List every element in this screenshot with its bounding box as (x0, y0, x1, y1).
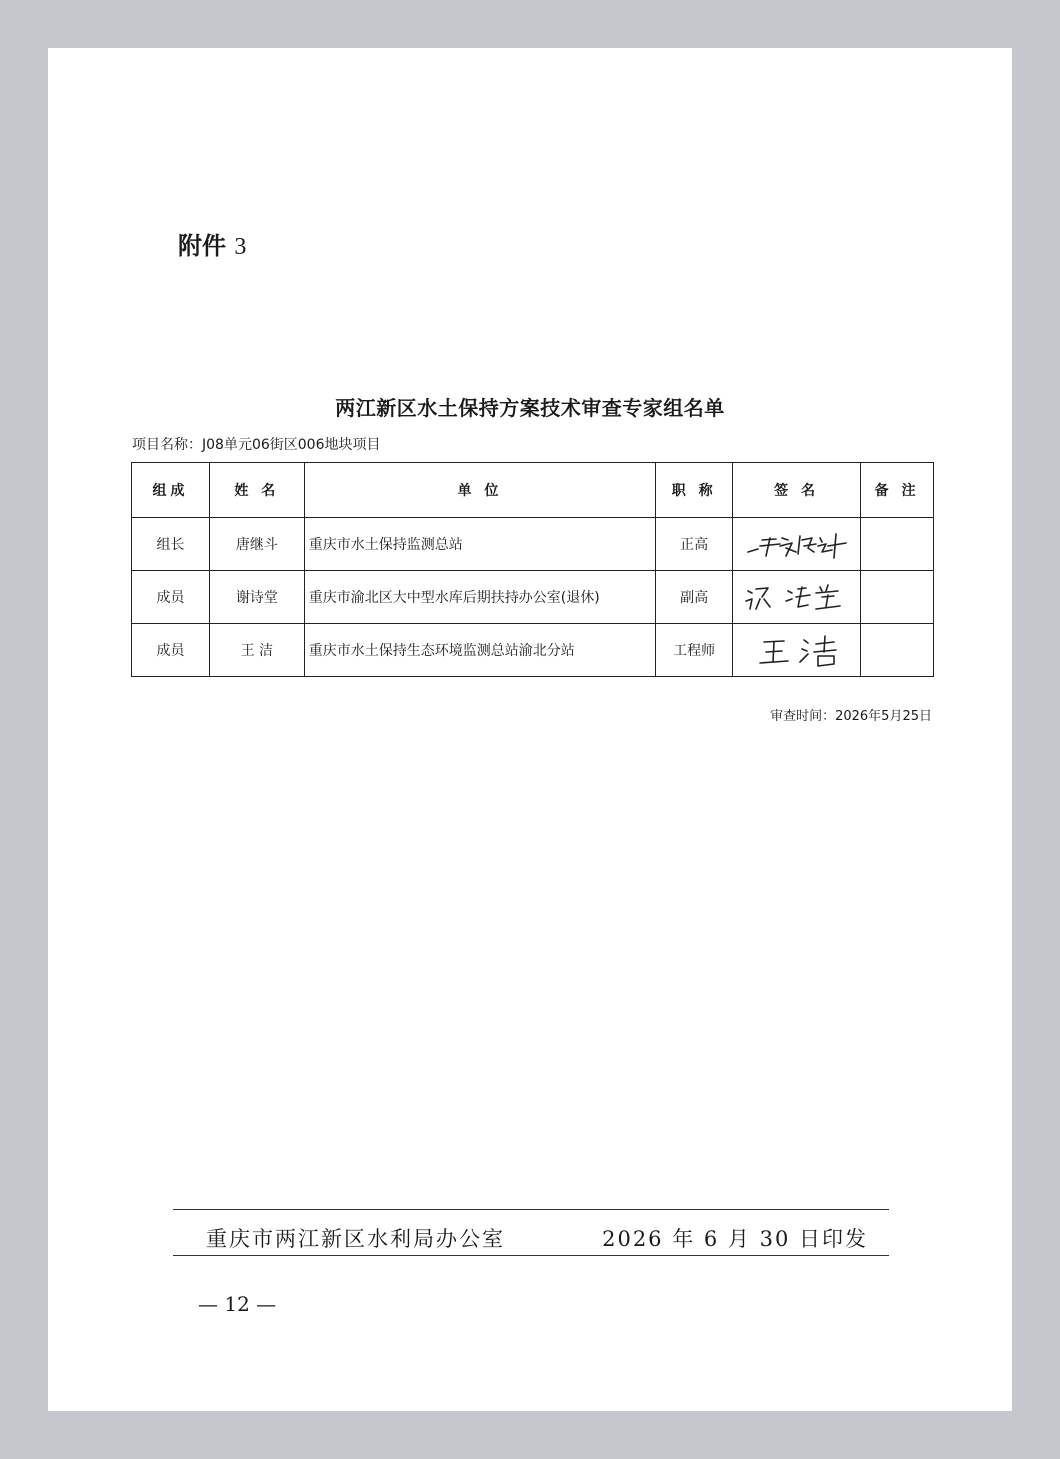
table-header-row (132, 463, 934, 518)
cell-role: 组长 (132, 518, 210, 571)
project-name: 项目名称：J08单元06街区006地块项目 (132, 437, 381, 453)
cell-title: 工程师 (656, 624, 733, 677)
cell-title: 正高 (656, 518, 733, 571)
cell-name: 谢诗堂 (209, 571, 304, 624)
table-row (132, 518, 934, 571)
header-role: 组成 (132, 463, 210, 518)
cell-unit: 重庆市水土保持监测总站 (304, 518, 655, 571)
cell-signature (733, 518, 861, 571)
page-number: — 12 — (198, 1292, 277, 1316)
cell-remark (861, 571, 934, 624)
attachment-number: 3 (234, 234, 247, 260)
handwritten-signature (742, 577, 852, 617)
footer-bottom-rule (173, 1255, 889, 1256)
cell-remark (861, 624, 934, 677)
header-signature: 签 名 (733, 463, 861, 518)
table-row (132, 624, 934, 677)
expert-table (131, 462, 934, 677)
cell-signature (733, 571, 861, 624)
cell-role: 成员 (132, 571, 210, 624)
cell-signature (733, 624, 861, 677)
cell-unit: 重庆市水土保持生态环境监测总站渝北分站 (304, 624, 655, 677)
cell-unit: 重庆市渝北区大中型水库后期扶持办公室(退休) (304, 571, 655, 624)
table-row (132, 571, 934, 624)
header-unit: 单 位 (304, 463, 655, 518)
header-name: 姓 名 (209, 463, 304, 518)
handwritten-signature (742, 526, 852, 562)
handwritten-signature (742, 630, 852, 670)
header-title: 职 称 (656, 463, 733, 518)
issuing-office: 重庆市两江新区水利局办公室 (206, 1227, 505, 1251)
cell-role: 成员 (132, 624, 210, 677)
issue-date: 2026 年 6 月 30 日印发 (602, 1227, 868, 1251)
document-page (48, 48, 1012, 1411)
review-time: 审查时间：2026年5月25日 (770, 709, 932, 724)
footer-top-rule (173, 1209, 889, 1210)
cell-name: 唐继斗 (209, 518, 304, 571)
attachment-label: 附件 3 (178, 232, 247, 260)
cell-remark (861, 518, 934, 571)
document-title: 两江新区水土保持方案技术审查专家组名单 (335, 396, 725, 420)
header-remark: 备 注 (861, 463, 934, 518)
cell-title: 副高 (656, 571, 733, 624)
cell-name: 王 洁 (209, 624, 304, 677)
